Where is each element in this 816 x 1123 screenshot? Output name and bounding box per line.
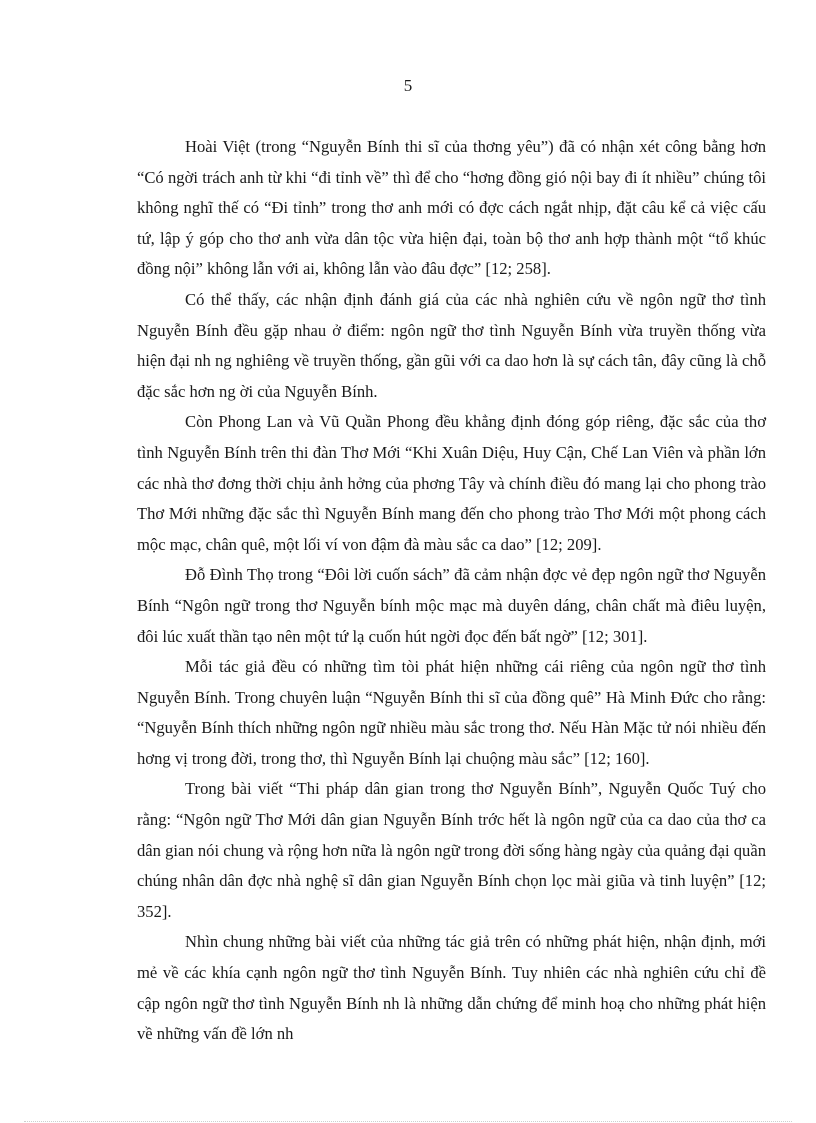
paragraph-phong-lan: Còn Phong Lan và Vũ Quần Phong đều khẳng định đóng góp riêng, đặc sắc của thơ tình Nguyễn Bính trên thi đàn Thơ Mới “Khi Xuân Diệu, Huy Cận, Chế Lan Viên và phần lớn các nhà thơ đơng thời chịu ảnh hởng của phơng Tây và chính điều đó mang lại cho phong trào Thơ Mới những đặc sắc thì Nguyễn Bính mang đến cho phong trào Thơ Mới một phong cách mộc mạc, chân quê, một lối ví von đậm đà màu sắc ca dao” [12; 209]. — [137, 412, 766, 554]
paragraph-hoai-viet: Hoài Việt (trong “Nguyễn Bính thi sĩ của thơng yêu”) đã có nhận xét công bằng hơn “Có ngời trách anh từ khi “đi tỉnh về” thì để cho “hơng đồng gió nội bay đi ít nhiều” chúng tôi không nghĩ thế có “Đi tỉnh” trong thơ anh mới có đợc cách ngắt nhịp, đặt câu kể cả việc cấu tứ, lập ý góp cho thơ anh vừa dân tộc vừa hiện đại, toàn bộ thơ anh hợp thành một “tổ khúc đồng nội” không lẫn với ai, không lẫn vào đâu đợc” [12; 258]. — [137, 137, 766, 279]
paragraph-conclusion: Nhìn chung những bài viết của những tác giả trên có những phát hiện, nhận định, mới mẻ về các khía cạnh ngôn ngữ thơ tình Nguyễn Bính. Tuy nhiên các nhà nghiên cứu chỉ đề cập ngôn ngữ thơ tình Nguyễn Bính nh là những dẫn chứng để minh hoạ cho những phát hiện về những vấn đề lớn nh — [137, 932, 766, 1044]
paragraph-ha-minh-duc: Mỗi tác giả đều có những tìm tòi phát hiện những cái riêng của ngôn ngữ thơ tình Nguyễn Bính. Trong chuyên luận “Nguyễn Bính thi sĩ của đồng quê” Hà Minh Đức cho rằng: “Nguyễn Bính thích những ngôn ngữ nhiều màu sắc trong thơ. Nếu Hàn Mặc tử nói nhiều đến hơng vị trong đời, trong thơ, thì Nguyễn Bính lại chuộng màu sắc” [12; 160]. — [137, 657, 766, 768]
document-body — [137, 132, 766, 1050]
paragraph-summary-assessment: Có thể thấy, các nhận định đánh giá của các nhà nghiên cứu về ngôn ngữ thơ tình Nguyễn Bính đều gặp nhau ở điểm: ngôn ngữ thơ tình Nguyễn Bính vừa truyền thống vừa hiện đại nh ng nghiêng về truyền thống, gần gũi với ca dao hơn là sự cách tân, đây cũng là chỗ đặc sắc hơn ng ời của Nguyễn Bính. — [137, 289, 766, 401]
paragraph-do-dinh-tho: Đỗ Đình Thọ trong “Đôi lời cuốn sách” đã cảm nhận đợc vẻ đẹp ngôn ngữ thơ Nguyễn Bính “Ngôn ngữ trong thơ Nguyễn bính mộc mạc mà duyên dáng, chân chất mà điêu luyện, đôi lúc xuất thần tạo nên một tứ lạ cuốn hút ngời đọc đến bất ngờ” [12; 301]. — [137, 565, 766, 646]
page-bottom-divider — [24, 1121, 792, 1122]
page-number: 5 — [403, 76, 413, 95]
paragraph-nguyen-quoc-tuy: Trong bài viết “Thi pháp dân gian trong thơ Nguyễn Bính”, Nguyễn Quốc Tuý cho rằng: “Ngôn ngữ Thơ Mới dân gian Nguyễn Bính trớc hết là ngôn ngữ của ca dao của thơ ca dân gian nói chung và rộng hơn nữa là ngôn ngữ trong đời sống hàng ngày của quảng đại quần chúng nhân dân đợc nhà nghệ sĩ dân gian Nguyễn Bính chọn lọc mài giũa và tinh luyện” [12; 352]. — [137, 779, 766, 921]
